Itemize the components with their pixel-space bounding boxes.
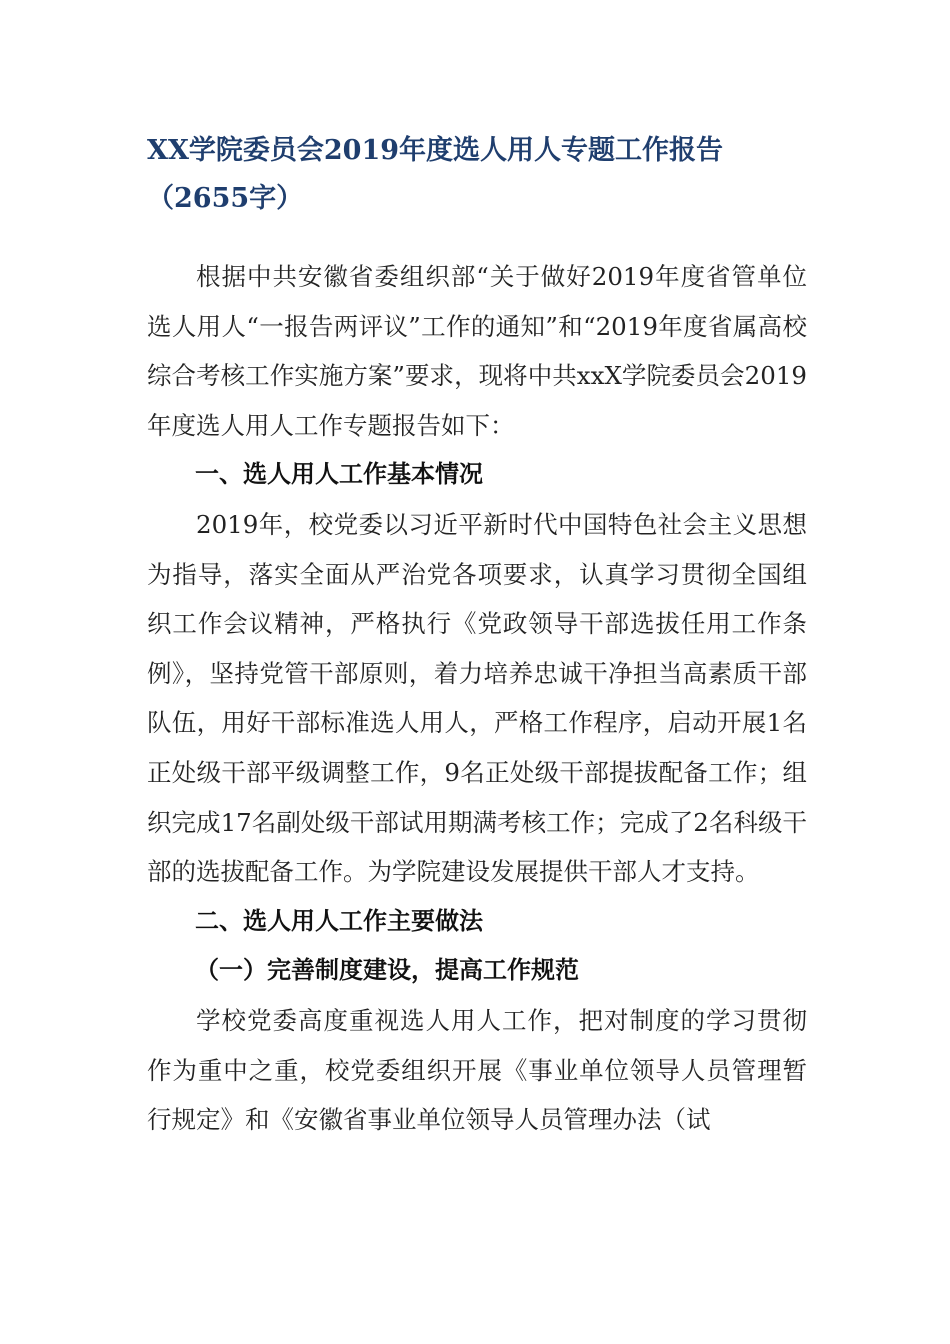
subsection-heading-system-building: （一）完善制度建设，提高工作规范 — [195, 956, 579, 985]
section-heading-basic-situation: 一、选人用人工作基本情况 — [195, 460, 483, 489]
document-title: XX学院委员会2019年度选人用人专题工作报告（2655字） — [147, 135, 724, 214]
section-heading-main-practices: 二、选人用人工作主要做法 — [195, 906, 483, 935]
system-building-paragraph: 学校党委高度重视选人用人工作，把对制度的学习贯彻作为重中之重，校党委组织开展《事业单位领导人员管理暂行规定》和《安徽省事业单位领导人员管理办法（试 — [147, 1005, 807, 1135]
basic-situation-paragraph: 2019年，校党委以习近平新时代中国特色社会主义思想为指导，落实全面从严治党各项要求，认真学习贯彻全国组织工作会议精神，严格执行《党政领导干部选拔任用工作条例》，坚持党管干部原则，着力培养忠诚干净担当高素质干部队伍，用好干部标准选人用人，严格工作程序，启动开展1名正处级干部平级调整工作，9名正处级干部提拔配备工作；组织完成17名副处级干部试用期满考核工作；完成了2名科级干部的选拔配备工作。为学院建设发展提供干部人才支持。 — [147, 509, 807, 887]
intro-paragraph: 根据中共安徽省委组织部“关于做好2019年度省管单位选人用人“一报告两评议”工作的通知”和“2019年度省属高校综合考核工作实施方案”要求，现将中共xxX学院委员会2019年度选人用人工作专题报告如下： — [147, 262, 807, 440]
document-body — [147, 252, 807, 1145]
